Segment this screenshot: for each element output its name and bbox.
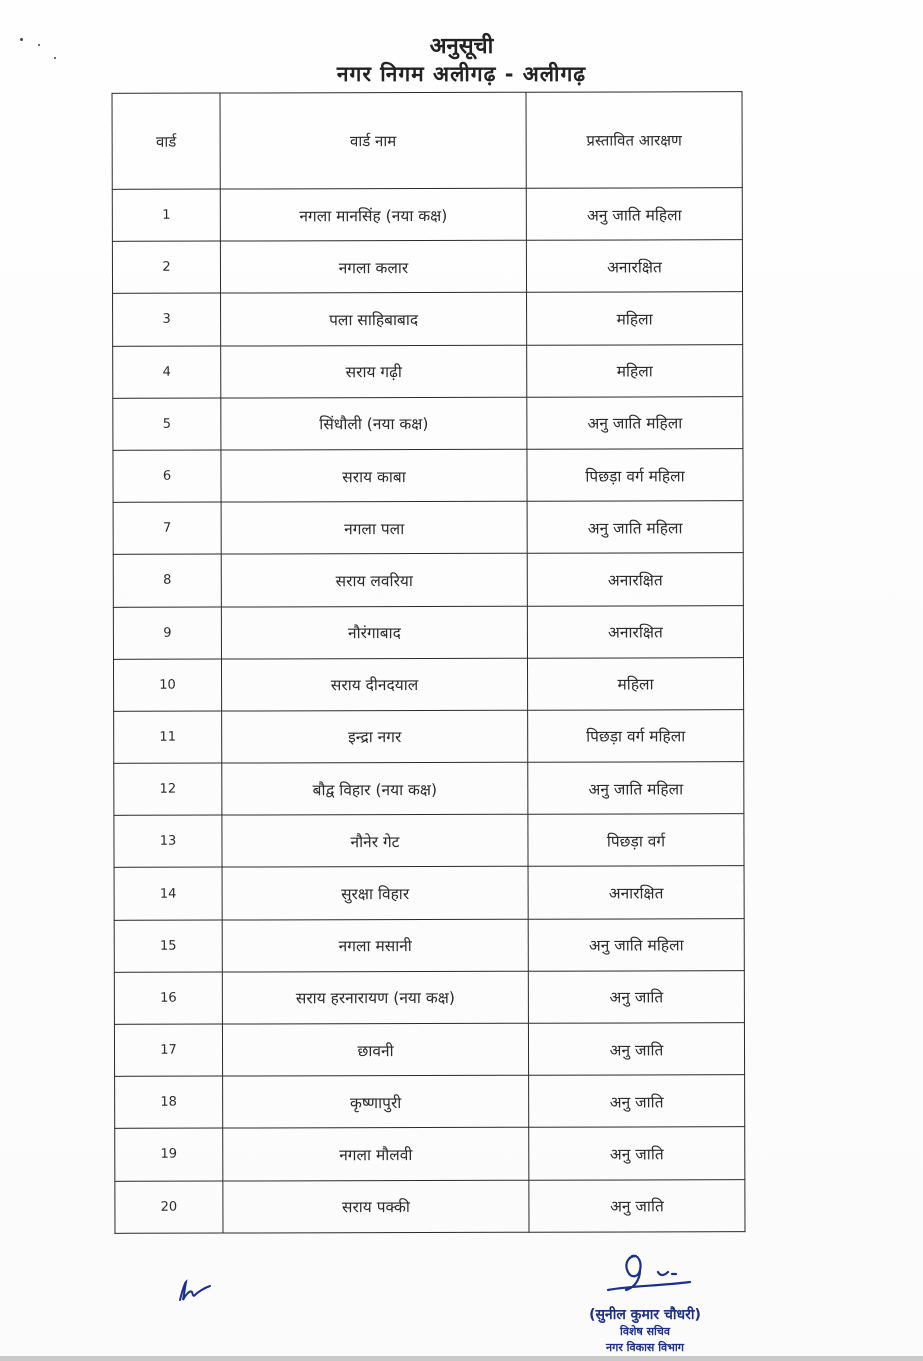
ward-reservation: अनारक्षित xyxy=(528,866,744,919)
ward-reservation: अनु जाति xyxy=(529,1127,745,1180)
ward-name: छावनी xyxy=(222,1023,528,1076)
subtitle-text: नगर निगम अलीगढ़ - अलीगढ़ xyxy=(336,62,587,86)
table-row xyxy=(113,605,743,659)
signatory-designation: विशेष सचिव xyxy=(619,1325,671,1338)
ward-number: 19 xyxy=(115,1128,223,1180)
table-row xyxy=(113,553,743,607)
ward-number: 7 xyxy=(113,502,221,554)
ward-number: 12 xyxy=(114,763,222,815)
ward-number: 18 xyxy=(115,1076,223,1128)
table-body xyxy=(112,188,745,1233)
column-header-ward-name: वार्ड नाम xyxy=(220,92,526,189)
table-header xyxy=(112,92,742,190)
ward-number: 5 xyxy=(113,398,221,450)
ward-number: 1 xyxy=(112,189,220,241)
header-row xyxy=(112,92,742,190)
ward-name: सराय गढ़ी xyxy=(221,345,527,398)
reservation-table xyxy=(112,91,746,1233)
table-row xyxy=(113,449,743,503)
signatory-name: (सुनील कुमार चौधरी) xyxy=(589,1307,701,1323)
table-row xyxy=(115,1075,745,1129)
signature-mark xyxy=(598,1250,698,1298)
ward-number: 8 xyxy=(113,554,221,606)
table-row xyxy=(114,866,744,920)
page-bottom-edge xyxy=(0,1356,923,1361)
ward-reservation: महिला xyxy=(527,292,743,345)
ward-name: नगला मसानी xyxy=(222,919,528,972)
ward-number: 13 xyxy=(114,815,222,867)
ward-number: 10 xyxy=(113,659,221,711)
ward-reservation: पिछड़ा वर्ग महिला xyxy=(527,449,743,502)
page-subtitle xyxy=(0,60,923,88)
ward-reservation: अनु जाति xyxy=(529,1179,745,1232)
ward-name: सराय काबा xyxy=(221,449,527,502)
ward-reservation: अनु जाति महिला xyxy=(527,396,743,449)
ward-number: 17 xyxy=(114,1024,222,1076)
ward-number: 9 xyxy=(113,607,221,659)
ward-number: 2 xyxy=(112,241,220,293)
page-title: अनुसूची xyxy=(429,34,494,59)
ward-name: इन्द्रा नगर xyxy=(222,710,528,763)
ward-name: नौनेर गेट xyxy=(222,814,528,867)
ward-name: नगला मानसिंह (नया कक्ष) xyxy=(220,188,526,241)
ward-name: सुरक्षा विहार xyxy=(222,867,528,920)
table-row xyxy=(114,1023,744,1077)
ward-number: 16 xyxy=(114,972,222,1024)
ward-name: सराय पक्की xyxy=(223,1180,529,1233)
ward-name: कृष्णापुरी xyxy=(223,1075,529,1128)
ward-reservation: अनारक्षित xyxy=(527,605,743,658)
ward-name: सिंधौली (नया कक्ष) xyxy=(221,397,527,450)
table-row xyxy=(115,1179,745,1233)
ward-number: 20 xyxy=(115,1181,223,1233)
ward-name: सराय हरनारायण (नया कक्ष) xyxy=(222,971,528,1024)
table-row xyxy=(114,762,744,816)
ward-reservation: अनु जाति xyxy=(528,1023,744,1076)
ward-name: नगला कलार xyxy=(220,240,526,293)
ward-name: नगला मौलवी xyxy=(223,1128,529,1181)
table-row xyxy=(113,657,743,711)
table-row xyxy=(113,501,743,555)
table-row xyxy=(112,240,742,294)
table-row xyxy=(113,292,743,346)
ward-reservation: पिछड़ा वर्ग xyxy=(528,814,744,867)
table-row xyxy=(114,970,744,1024)
ward-name: नगला पला xyxy=(221,501,527,554)
ward-reservation: अनु जाति महिला xyxy=(526,188,742,241)
ward-reservation: अनु जाति महिला xyxy=(528,762,744,815)
table-row xyxy=(113,344,743,398)
signatory-department: नगर विकास विभाग xyxy=(606,1341,684,1354)
ward-name: सराय दीनदयाल xyxy=(221,658,527,711)
ward-reservation: अनारक्षित xyxy=(526,240,742,293)
table-row xyxy=(114,814,744,868)
ward-name: नौरंगाबाद xyxy=(221,606,527,659)
ward-reservation: महिला xyxy=(527,657,743,710)
column-header-ward: वार्ड xyxy=(112,93,220,189)
ward-number: 11 xyxy=(114,711,222,763)
ward-name: सराय लवरिया xyxy=(221,554,527,607)
ward-number: 4 xyxy=(113,346,221,398)
table-row xyxy=(114,710,744,764)
ward-reservation: अनु जाति महिला xyxy=(528,918,744,971)
table-row xyxy=(115,1127,745,1181)
initials-mark xyxy=(176,1278,216,1304)
ward-number: 6 xyxy=(113,450,221,502)
ward-reservation: महिला xyxy=(527,344,743,397)
ward-number: 3 xyxy=(113,293,221,345)
ward-reservation: पिछड़ा वर्ग महिला xyxy=(528,710,744,763)
table-row xyxy=(113,396,743,450)
table-row xyxy=(114,918,744,972)
ward-reservation: अनु जाति महिला xyxy=(527,501,743,554)
table-row xyxy=(112,188,742,242)
ward-reservation: अनारक्षित xyxy=(527,553,743,606)
ward-number: 15 xyxy=(114,920,222,972)
ward-name: पला साहिबाबाद xyxy=(221,293,527,346)
ward-reservation: अनु जाति xyxy=(528,970,744,1023)
ward-name: बौद्व विहार (नया कक्ष) xyxy=(222,762,528,815)
ward-reservation: अनु जाति xyxy=(529,1075,745,1128)
ward-number: 14 xyxy=(114,867,222,919)
column-header-reservation: प्रस्तावित आरक्षण xyxy=(526,92,742,189)
